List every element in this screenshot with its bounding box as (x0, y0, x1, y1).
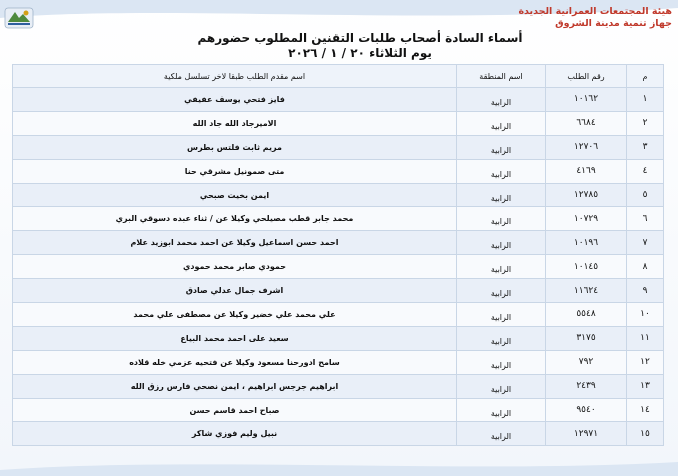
row-index: ١١ (627, 326, 664, 350)
row-index: ١٢ (627, 350, 664, 374)
row-index: ٤ (627, 159, 664, 183)
column-header-index: م (627, 65, 664, 88)
row-name: متى صمونيل مشرقي حنا (13, 159, 457, 183)
row-name: ايمن بخيت صبحي (13, 183, 457, 207)
row-area: الرابية (457, 111, 546, 135)
row-name: صباح احمد قاسم حسن (13, 398, 457, 422)
row-name: احمد حسن اسماعيل وكيلا عن احمد محمد ابوزيد علام (13, 231, 457, 255)
table-header-row (13, 65, 664, 88)
table-row (13, 207, 664, 231)
table-row (13, 398, 664, 422)
row-area: الرابية (457, 326, 546, 350)
column-header-request-no: رقم الطلب (546, 65, 627, 88)
column-header-name: اسم مقدم الطلب طبقا لاخر تسلسل ملكية (13, 65, 457, 88)
row-area: الرابية (457, 231, 546, 255)
table-row (13, 422, 664, 446)
row-index: ٩ (627, 279, 664, 303)
organization-name (518, 6, 672, 30)
row-area: الرابية (457, 350, 546, 374)
row-request-no: ١٢٩٧١ (546, 422, 627, 446)
row-area: الرابية (457, 422, 546, 446)
column-header-area: اسم المنطقة (457, 65, 546, 88)
row-area: الرابية (457, 398, 546, 422)
row-area: الرابية (457, 135, 546, 159)
table-row (13, 231, 664, 255)
row-request-no: ٧٩٢ (546, 350, 627, 374)
row-request-no: ٢٤٣٩ (546, 374, 627, 398)
row-name: حمودي صابر محمد حمودي (13, 255, 457, 279)
row-request-no: ٦٦٨٤ (546, 111, 627, 135)
row-area: الرابية (457, 183, 546, 207)
table-row (13, 255, 664, 279)
row-area: الرابية (457, 88, 546, 112)
row-request-no: ١٢٧٠٦ (546, 135, 627, 159)
document-title: أسماء السادة أصحاب طلبات التقنين المطلوب حضورهم (197, 31, 523, 45)
row-area: الرابية (457, 279, 546, 303)
row-request-no: ٤١٦٩ (546, 159, 627, 183)
row-index: ١ (627, 88, 664, 112)
row-request-no: ١٢٧٨٥ (546, 183, 627, 207)
table-row (13, 326, 664, 350)
table-row (13, 183, 664, 207)
row-name: محمد جابر قطب مصيلحي وكيلا عن / ثناء عبده دسوقي البري (13, 207, 457, 231)
row-area: الرابية (457, 255, 546, 279)
row-request-no: ١٠١٦٢ (546, 88, 627, 112)
table-row (13, 135, 664, 159)
row-index: ١٥ (627, 422, 664, 446)
row-index: ١٣ (627, 374, 664, 398)
table-row (13, 374, 664, 398)
row-index: ١٤ (627, 398, 664, 422)
row-area: الرابية (457, 374, 546, 398)
row-index: ٥ (627, 183, 664, 207)
table-row (13, 111, 664, 135)
row-name: اشرف جمال عدلي صادق (13, 279, 457, 303)
row-name: سامح ادورحنا مسعود وكيلا عن فتحيه عزمي خله قلاده (13, 350, 457, 374)
row-index: ٨ (627, 255, 664, 279)
row-name: ابراهيم جرجس ابراهيم ، ايمن نصحي فارس رزق الله (13, 374, 457, 398)
org-line-2: جهاز تنمية مدينة الشروق (555, 18, 672, 29)
row-area: الرابية (457, 159, 546, 183)
table-row (13, 279, 664, 303)
table-row (13, 88, 664, 112)
table-row (13, 350, 664, 374)
table-row (13, 303, 664, 327)
row-request-no: ١١٦٢٤ (546, 279, 627, 303)
row-name: علي محمد علي خضير وكيلا عن مصطفى علي محمد (13, 303, 457, 327)
row-index: ٧ (627, 231, 664, 255)
document-date: يوم الثلاثاء ٢٠ / ١ / ٢٠٢٦ (288, 46, 432, 60)
row-request-no: ١٠١٩٦ (546, 231, 627, 255)
row-request-no: ٥٥٤٨ (546, 303, 627, 327)
row-index: ٣ (627, 135, 664, 159)
row-name: نبيل وليم فوزي شاكر (13, 422, 457, 446)
logo-icon (4, 6, 34, 30)
row-request-no: ٣١٧٥ (546, 326, 627, 350)
org-line-1: هيئة المجتمعات العمرانية الجديدة (518, 6, 672, 17)
table-row (13, 159, 664, 183)
row-index: ١٠ (627, 303, 664, 327)
row-name: سعيد على احمد محمد البياع (13, 326, 457, 350)
row-area: الرابية (457, 303, 546, 327)
row-name: فايز فتحي يوسف عفيفي (13, 88, 457, 112)
applicants-table (12, 64, 664, 446)
row-index: ٢ (627, 111, 664, 135)
row-name: مريم ثابت فلتس بطرس (13, 135, 457, 159)
row-request-no: ٩٥٤٠ (546, 398, 627, 422)
row-request-no: ١٠١٤٥ (546, 255, 627, 279)
row-area: الرابية (457, 207, 546, 231)
row-name: الاميرجاد الله جاد الله (13, 111, 457, 135)
row-request-no: ١٠٧٢٩ (546, 207, 627, 231)
row-index: ٦ (627, 207, 664, 231)
